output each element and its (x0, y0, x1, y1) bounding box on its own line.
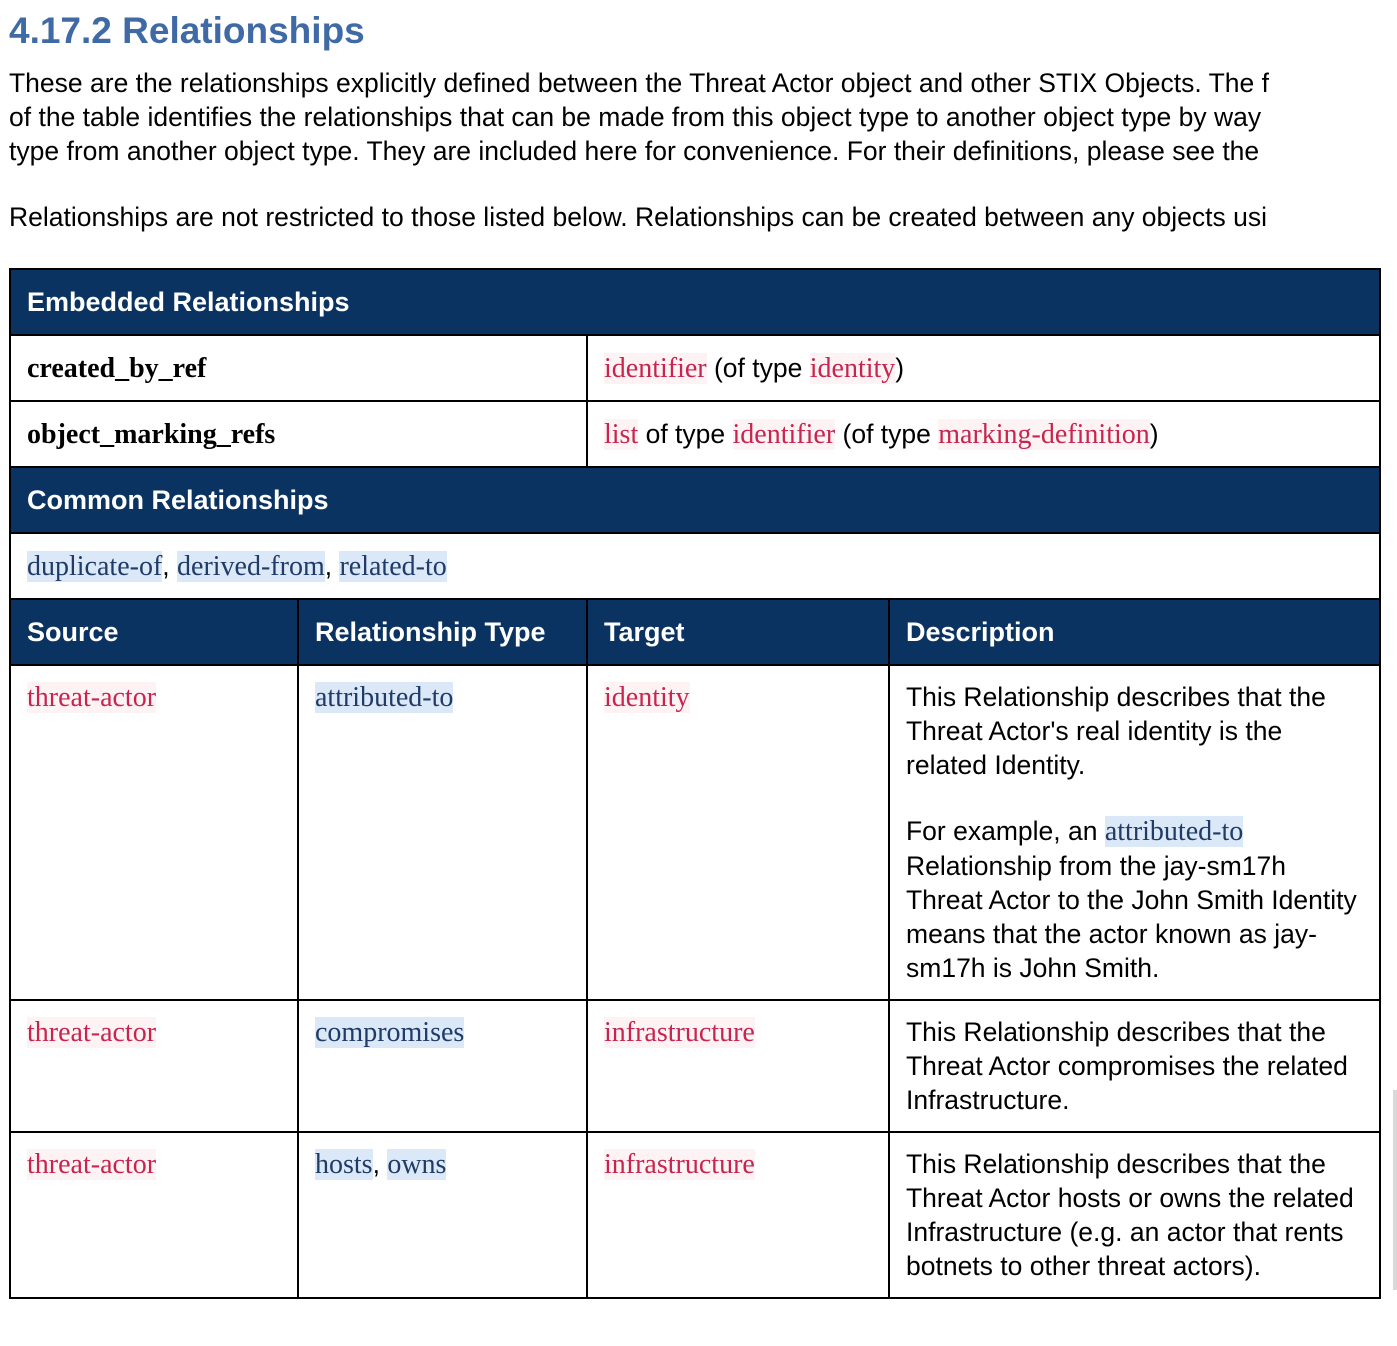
target-cell (587, 665, 889, 1000)
relationship-type-cell (298, 1000, 587, 1132)
property-cell (10, 335, 587, 401)
column-header-relationship-type: Relationship Type (298, 599, 587, 665)
relationship-link[interactable]: attributed-to (315, 682, 454, 713)
relationship-link[interactable]: attributed-to (1104, 816, 1244, 847)
target-cell (587, 1000, 889, 1132)
source-link[interactable]: threat-actor (27, 682, 157, 713)
separator: , (372, 1149, 388, 1179)
target-link[interactable]: infrastructure (604, 1149, 755, 1180)
relationship-link[interactable]: owns (387, 1149, 447, 1180)
relationship-link[interactable]: compromises (315, 1017, 465, 1048)
type-text: ) (895, 352, 905, 383)
property-type-cell (587, 335, 1380, 401)
relationship-type-cell (298, 665, 587, 1000)
column-header-target: Target (587, 599, 889, 665)
example-suffix: Relationship from the jay-sm17h Threat Actor to the John Smith Identity means that the actor known as jay-sm17h is John Smith. (906, 851, 1357, 983)
source-cell (10, 1000, 298, 1132)
type-link[interactable]: marking-definition (938, 418, 1150, 450)
description-cell (889, 1132, 1380, 1298)
source-cell (10, 1132, 298, 1298)
type-text: (of type (835, 418, 939, 449)
type-link[interactable]: list (604, 418, 639, 450)
description-cell (889, 1000, 1380, 1132)
common-relationships-cell (10, 533, 1380, 599)
type-link[interactable]: identity (809, 352, 896, 384)
target-link[interactable]: infrastructure (604, 1017, 755, 1048)
example-text (906, 814, 1363, 985)
example-prefix: For example, an (906, 816, 1105, 846)
column-header-source: Source (10, 599, 298, 665)
common-header: Common Relationships (10, 467, 1380, 533)
source-cell (10, 665, 298, 1000)
separator: , (162, 550, 178, 581)
separator: , (324, 550, 340, 581)
description-cell (889, 665, 1380, 1000)
note-paragraph: Relationships are not restricted to those listed below. Relationships can be created between any objects usi (9, 202, 1268, 232)
common-row (10, 533, 1380, 599)
description-text: This Relationship describes that the Threat Actor hosts or owns the related Infrastructure (e.g. an actor that rents botnets to other threat actors). (906, 1149, 1354, 1281)
type-text: ) (1149, 418, 1159, 449)
relationships-table (9, 268, 1381, 1299)
embedded-row (10, 335, 1380, 401)
target-cell (587, 1132, 889, 1298)
description-text: This Relationship describes that the Threat Actor compromises the related Infrastructure. (906, 1017, 1348, 1115)
type-text: (of type (706, 352, 810, 383)
table-row (10, 1132, 1380, 1298)
source-link[interactable]: threat-actor (27, 1149, 157, 1180)
intro-line: These are the relationships explicitly defined between the Threat Actor object and other STIX Objects. The f (9, 68, 1269, 98)
source-link[interactable]: threat-actor (27, 1017, 157, 1048)
common-header-row (10, 467, 1380, 533)
relationship-link[interactable]: related-to (339, 550, 447, 582)
relationship-link[interactable]: duplicate-of (27, 550, 163, 582)
intro-line: of the table identifies the relationships that can be made from this object type to another object type by way (9, 102, 1262, 132)
description-text: This Relationship describes that the Threat Actor's real identity is the related Identity. (906, 682, 1326, 780)
table-row (10, 665, 1380, 1000)
relationship-type-cell (298, 1132, 587, 1298)
intro-paragraph (9, 66, 1397, 168)
type-link[interactable]: identifier (604, 352, 707, 384)
section-title: 4.17.2 Relationships (9, 10, 365, 51)
embedded-header: Embedded Relationships (10, 269, 1380, 335)
scrollbar[interactable] (1393, 1090, 1397, 1290)
property-cell (10, 401, 587, 467)
type-link[interactable]: identifier (732, 418, 836, 450)
property-name: created_by_ref (27, 352, 207, 384)
embedded-header-row (10, 269, 1380, 335)
relationship-link[interactable]: derived-from (177, 550, 325, 582)
property-type-cell (587, 401, 1380, 467)
table-row (10, 1000, 1380, 1132)
intro-line: type from another object type. They are included here for convenience. For their definitions, please see the (9, 136, 1260, 166)
type-text: of type (638, 418, 733, 449)
column-header-description: Description (889, 599, 1380, 665)
column-header-row (10, 599, 1380, 665)
embedded-row (10, 401, 1380, 467)
relationship-link[interactable]: hosts (315, 1149, 373, 1180)
target-link[interactable]: identity (604, 682, 690, 713)
property-name: object_marking_refs (27, 418, 276, 450)
